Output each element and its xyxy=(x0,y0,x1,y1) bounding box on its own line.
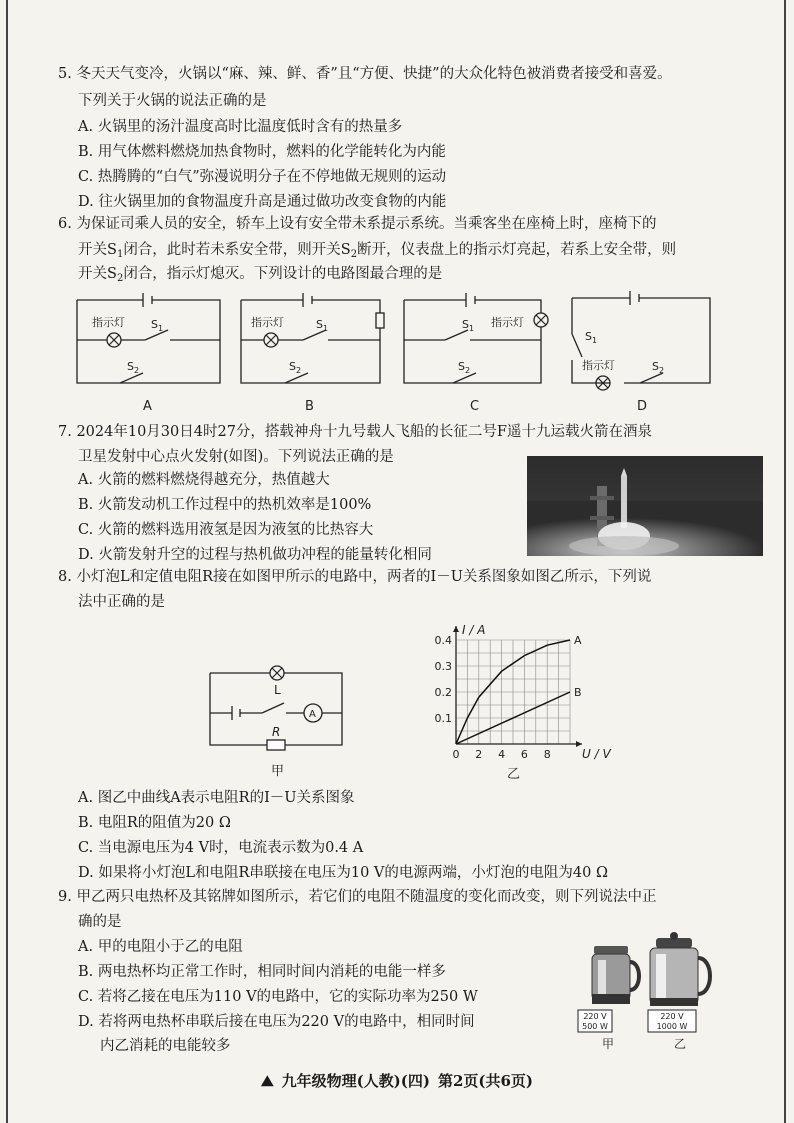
footer-title: 九年级物理(人教)(四) xyxy=(281,1072,430,1090)
publisher-logo-icon: ⛰ xyxy=(260,1072,274,1090)
q8-option-a: A. 图乙中曲线A表示电阻R的I－U关系图象 xyxy=(78,790,355,806)
q9-stem-line1: 9. 甲乙两只电热杯及其铭牌如图所示，若它们的电阻不随温度的变化而改变，则下列说法中正 xyxy=(58,889,657,905)
q5-option-d: D. 往火锅里加的食物温度升高是通过做功改变食物的内能 xyxy=(78,194,447,210)
switch-label-a2: $S_2$ xyxy=(127,360,140,375)
ammeter-label: A xyxy=(309,709,316,720)
q5-option-b: B. 用气体燃料燃烧加热食物时，燃料的化学能转化为内能 xyxy=(78,144,446,160)
switch-label-c1: $S_1$ xyxy=(462,318,475,333)
q7-stem-line1: 7. 2024年10月30日4时27分，搭载神舟十九号载人飞船的长征二号F遥十九运载火箭在酒泉 xyxy=(58,424,652,440)
q5-stem-line1: 5. 冬天天气变冷，火锅以“麻、辣、鲜、香”且“方便、快捷”的大众化特色被消费者接受和喜爱。 xyxy=(58,66,672,82)
q6-stem-line3: 开关$S_2$闭合，指示灯熄灭。下列设计的电路图最合理的是 xyxy=(78,266,443,284)
lamp-label-c: 指示灯 xyxy=(491,316,524,329)
switch-label-d2: $S_2$ xyxy=(652,360,665,375)
q8-option-b: B. 电阻R的阻值为20 Ω xyxy=(78,815,231,831)
circuit-label-b: B xyxy=(305,399,314,414)
q9-option-a: A. 甲的电阻小于乙的电阻 xyxy=(78,939,243,955)
q9-option-d-continued: 内乙消耗的电能较多 xyxy=(100,1038,231,1054)
q8-stem-line1: 8. 小灯泡L和定值电阻R接在如图甲所示的电路中，两者的I－U关系图象如图乙所示，下列说 xyxy=(58,569,652,585)
q6-stem-line2: 开关$S_1$闭合，此时若未系安全带，则开关$S_2$断开，仪表盘上的指示灯亮起，若系上安全带，则 xyxy=(78,242,677,260)
footer-page-number: 第2页(共6页) xyxy=(437,1072,534,1090)
lamp-label-d: 指示灯 xyxy=(582,359,615,372)
y-axis-label: I / A xyxy=(462,623,486,637)
yi-voltage: 220 V xyxy=(660,1012,684,1021)
circuit-label-l: L xyxy=(274,683,281,697)
q7-stem-line2: 卫星发射中心点火发射(如图)。下列说法正确的是 xyxy=(78,449,394,465)
switch-label-d1: $S_1$ xyxy=(585,330,598,345)
bulb-icon xyxy=(270,666,284,680)
jia-voltage: 220 V xyxy=(583,1012,607,1021)
circuit-label-d: D xyxy=(637,399,648,414)
q9-option-b: B. 两电热杯均正常工作时，相同时间内消耗的电能一样多 xyxy=(78,964,446,980)
switch-label-b1: $S_1$ xyxy=(316,318,329,333)
x-axis-label: U / V xyxy=(582,747,611,761)
y-tick-label: 0.1 xyxy=(434,712,452,725)
y-tick-label: 0.4 xyxy=(434,634,452,647)
q5-option-a: A. 火锅里的汤汁温度高时比温度低时含有的热量多 xyxy=(78,119,403,135)
q5-option-c: C. 热腾腾的“白气”弥漫说明分子在不停地做无规则的运动 xyxy=(78,169,447,185)
q8-stem-line2: 法中正确的是 xyxy=(78,594,165,610)
lamp-label-b: 指示灯 xyxy=(251,316,284,329)
x-tick-label: 2 xyxy=(475,748,483,761)
q9-option-c: C. 若将乙接在电压为110 V的电路中，它的实际功率为250 W xyxy=(78,989,478,1005)
q7-option-d: D. 火箭发射升空的过程与热机做功冲程的能量转化相同 xyxy=(78,547,432,563)
figure-label-jia: 甲 xyxy=(271,764,285,779)
electric-kettles xyxy=(572,930,722,1052)
q9-stem-line2: 确的是 xyxy=(78,914,122,930)
kettle-label-yi: 乙 xyxy=(673,1037,687,1051)
q6-stem-line1: 6. 为保证司乘人员的安全，轿车上设有安全带未系提示系统。当乘客坐在座椅上时，座椅下的 xyxy=(58,216,657,232)
x-tick-label: 8 xyxy=(543,748,551,761)
switch-label-b2: $S_2$ xyxy=(289,360,302,375)
circuit-label-r: R xyxy=(272,725,281,739)
switch-label-a1: $S_1$ xyxy=(151,318,164,333)
x-tick-label: 0 xyxy=(452,748,460,761)
x-tick-label: 6 xyxy=(520,748,528,761)
lamp-label-a: 指示灯 xyxy=(92,316,125,329)
series-label-b: B xyxy=(574,686,582,699)
series-label-a: A xyxy=(574,634,582,647)
y-tick-label: 0.2 xyxy=(434,686,452,699)
q8-option-c: C. 当电源电压为4 V时，电流表示数为0.4 A xyxy=(78,840,364,856)
y-tick-label: 0.3 xyxy=(434,660,452,673)
x-tick-label: 4 xyxy=(498,748,506,761)
switch-label-c2: $S_2$ xyxy=(458,360,471,375)
iu-graph-yi xyxy=(420,614,620,784)
kettle-label-jia: 甲 xyxy=(601,1037,615,1051)
q5-stem-line2: 下列关于火锅的说法正确的是 xyxy=(78,93,267,109)
circuit-label-c: C xyxy=(470,399,480,414)
q7-option-b: B. 火箭发动机工作过程中的热机效率是100% xyxy=(78,497,372,513)
q9-option-d: D. 若将两电热杯串联后接在电压为220 V的电路中，相同时间 xyxy=(78,1014,475,1030)
q8-option-d: D. 如果将小灯泡L和电阻R串联接在电压为10 V的电源两端，小灯泡的电阻为40 Ω xyxy=(78,865,608,881)
circuit-label-a: A xyxy=(143,399,152,414)
q7-option-a: A. 火箭的燃料燃烧得越充分，热值越大 xyxy=(78,472,330,488)
y-axis-arrow xyxy=(453,626,459,632)
yi-power: 1000 W xyxy=(656,1022,688,1031)
q7-option-c: C. 火箭的燃料选用液氢是因为液氢的比热容大 xyxy=(78,522,374,538)
figure-label-yi: 乙 xyxy=(507,767,521,782)
page-footer xyxy=(0,1070,794,1091)
jia-power: 500 W xyxy=(582,1022,608,1031)
